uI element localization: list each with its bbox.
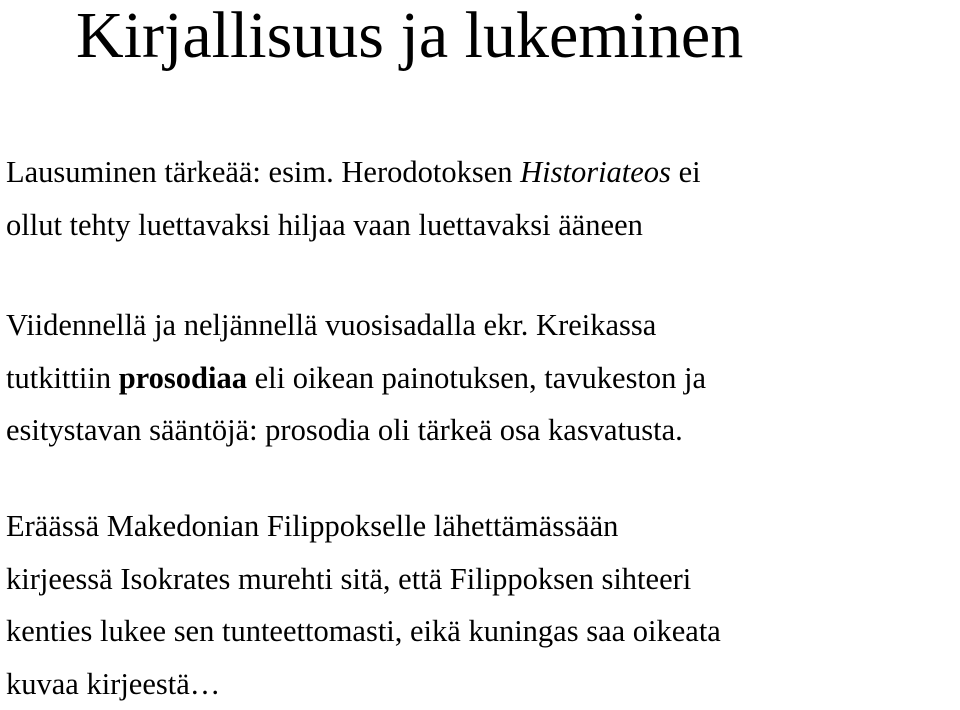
text-line: kirjeessä Isokrates murehti sitä, että Filippoksen sihteeri <box>6 553 958 606</box>
page-title: Kirjallisuus ja lukeminen <box>76 0 743 72</box>
text-line <box>6 352 958 405</box>
bold-term: prosodiaa <box>119 361 247 395</box>
emphasized-title: Historiateos <box>520 155 671 189</box>
paragraph-herodotos <box>6 146 958 251</box>
text-line: ollut tehty luettavaksi hiljaa vaan luettavaksi ääneen <box>6 199 958 252</box>
paragraph-prosodia <box>6 299 958 457</box>
text-line <box>6 146 958 199</box>
text-line: Viidennellä ja neljännellä vuosisadalla ekr. Kreikassa <box>6 299 958 352</box>
text-run: eli oikean painotuksen, tavukeston ja <box>247 361 706 395</box>
text-run: tutkittiin <box>6 361 119 395</box>
text-line: esitystavan sääntöjä: prosodia oli tärkeä osa kasvatusta. <box>6 404 958 457</box>
text-line: kenties lukee sen tunteettomasti, eikä kuningas saa oikeata <box>6 605 958 658</box>
text-line: kuvaa kirjeestä… <box>6 658 958 710</box>
text-run: Lausuminen tärkeää: esim. Herodotoksen <box>6 155 520 189</box>
text-line: Eräässä Makedonian Filippokselle lähettämässään <box>6 500 958 553</box>
text-run: ei <box>671 155 701 189</box>
paragraph-isokrates <box>6 500 958 710</box>
